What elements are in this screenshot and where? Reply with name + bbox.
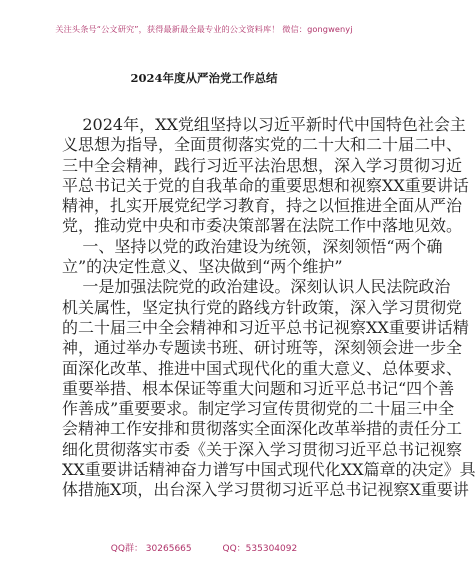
body-line: 面深化改革、推进中国式现代化的重大意义、总体要求、 xyxy=(62,358,463,378)
body-line: 的二十届三中全会精神和习近平总书记视察XX重要讲话精 xyxy=(62,317,469,337)
body-line: 义思想为指导，全面贯彻落实党的二十大和二十届二中、 xyxy=(62,135,463,155)
body-line: 精神，扎实开展党纪学习教育，持之以恒推进全面从严治 xyxy=(62,196,463,216)
body-line: 细化贯彻落实市委《关于深入学习贯彻习近平总书记视察 xyxy=(62,439,463,459)
body-line: 党，推动党中央和市委决策部署在法院工作中落地见效。 xyxy=(62,216,463,236)
body-line: 三中全会精神，践行习近平法治思想，深入学习贯彻习近 xyxy=(62,155,463,175)
footer-qq-number: QQ：535304092 xyxy=(222,544,298,554)
body-line: 体措施X项，出台深入学习贯彻习近平总书记视察X重要讲 xyxy=(62,480,469,500)
section-heading-line: 立”的决定性意义、坚决做到“两个维护” xyxy=(62,257,343,277)
header-banner: 关注头条号“公文研究”，获得最新最全最专业的公文资料库！ 微信：gongwenyj xyxy=(55,24,353,34)
body-line: 作善成”重要要求。制定学习宣传贯彻党的二十届三中全 xyxy=(62,399,455,419)
body-line: 神，通过举办专题读书班、研讨班等，深刻领会进一步全 xyxy=(62,338,463,358)
section-heading-line: 一、坚持以党的政治建设为统领，深刻领悟“两个确 xyxy=(62,236,443,256)
footer-qq-group: QQ群： 30265665 xyxy=(110,544,192,554)
body-line: XX重要讲话精神奋力谱写中国式现代化XX篇章的决定》具 xyxy=(62,460,476,480)
body-line: 会精神工作安排和贯彻落实全面深化改革举措的责任分工 xyxy=(62,419,463,439)
body-line: 平总书记关于党的自我革命的重要思想和视察XX重要讲话 xyxy=(62,175,469,195)
body-line: 重要举措、根本保证等重大问题和习近平总书记“四个善 xyxy=(62,378,455,398)
footer-contact xyxy=(0,541,408,554)
document-title: 2024年度从严治党工作总结 xyxy=(130,71,278,85)
body-line: 2024年，XX党组坚持以习近平新时代中国特色社会主 xyxy=(62,115,466,134)
body-line: 机关属性，坚定执行党的路线方针政策，深入学习贯彻党 xyxy=(62,297,463,317)
body-line: 一是加强法院党的政治建设。深刻认识人民法院政治 xyxy=(62,277,451,297)
document-body xyxy=(62,112,476,500)
